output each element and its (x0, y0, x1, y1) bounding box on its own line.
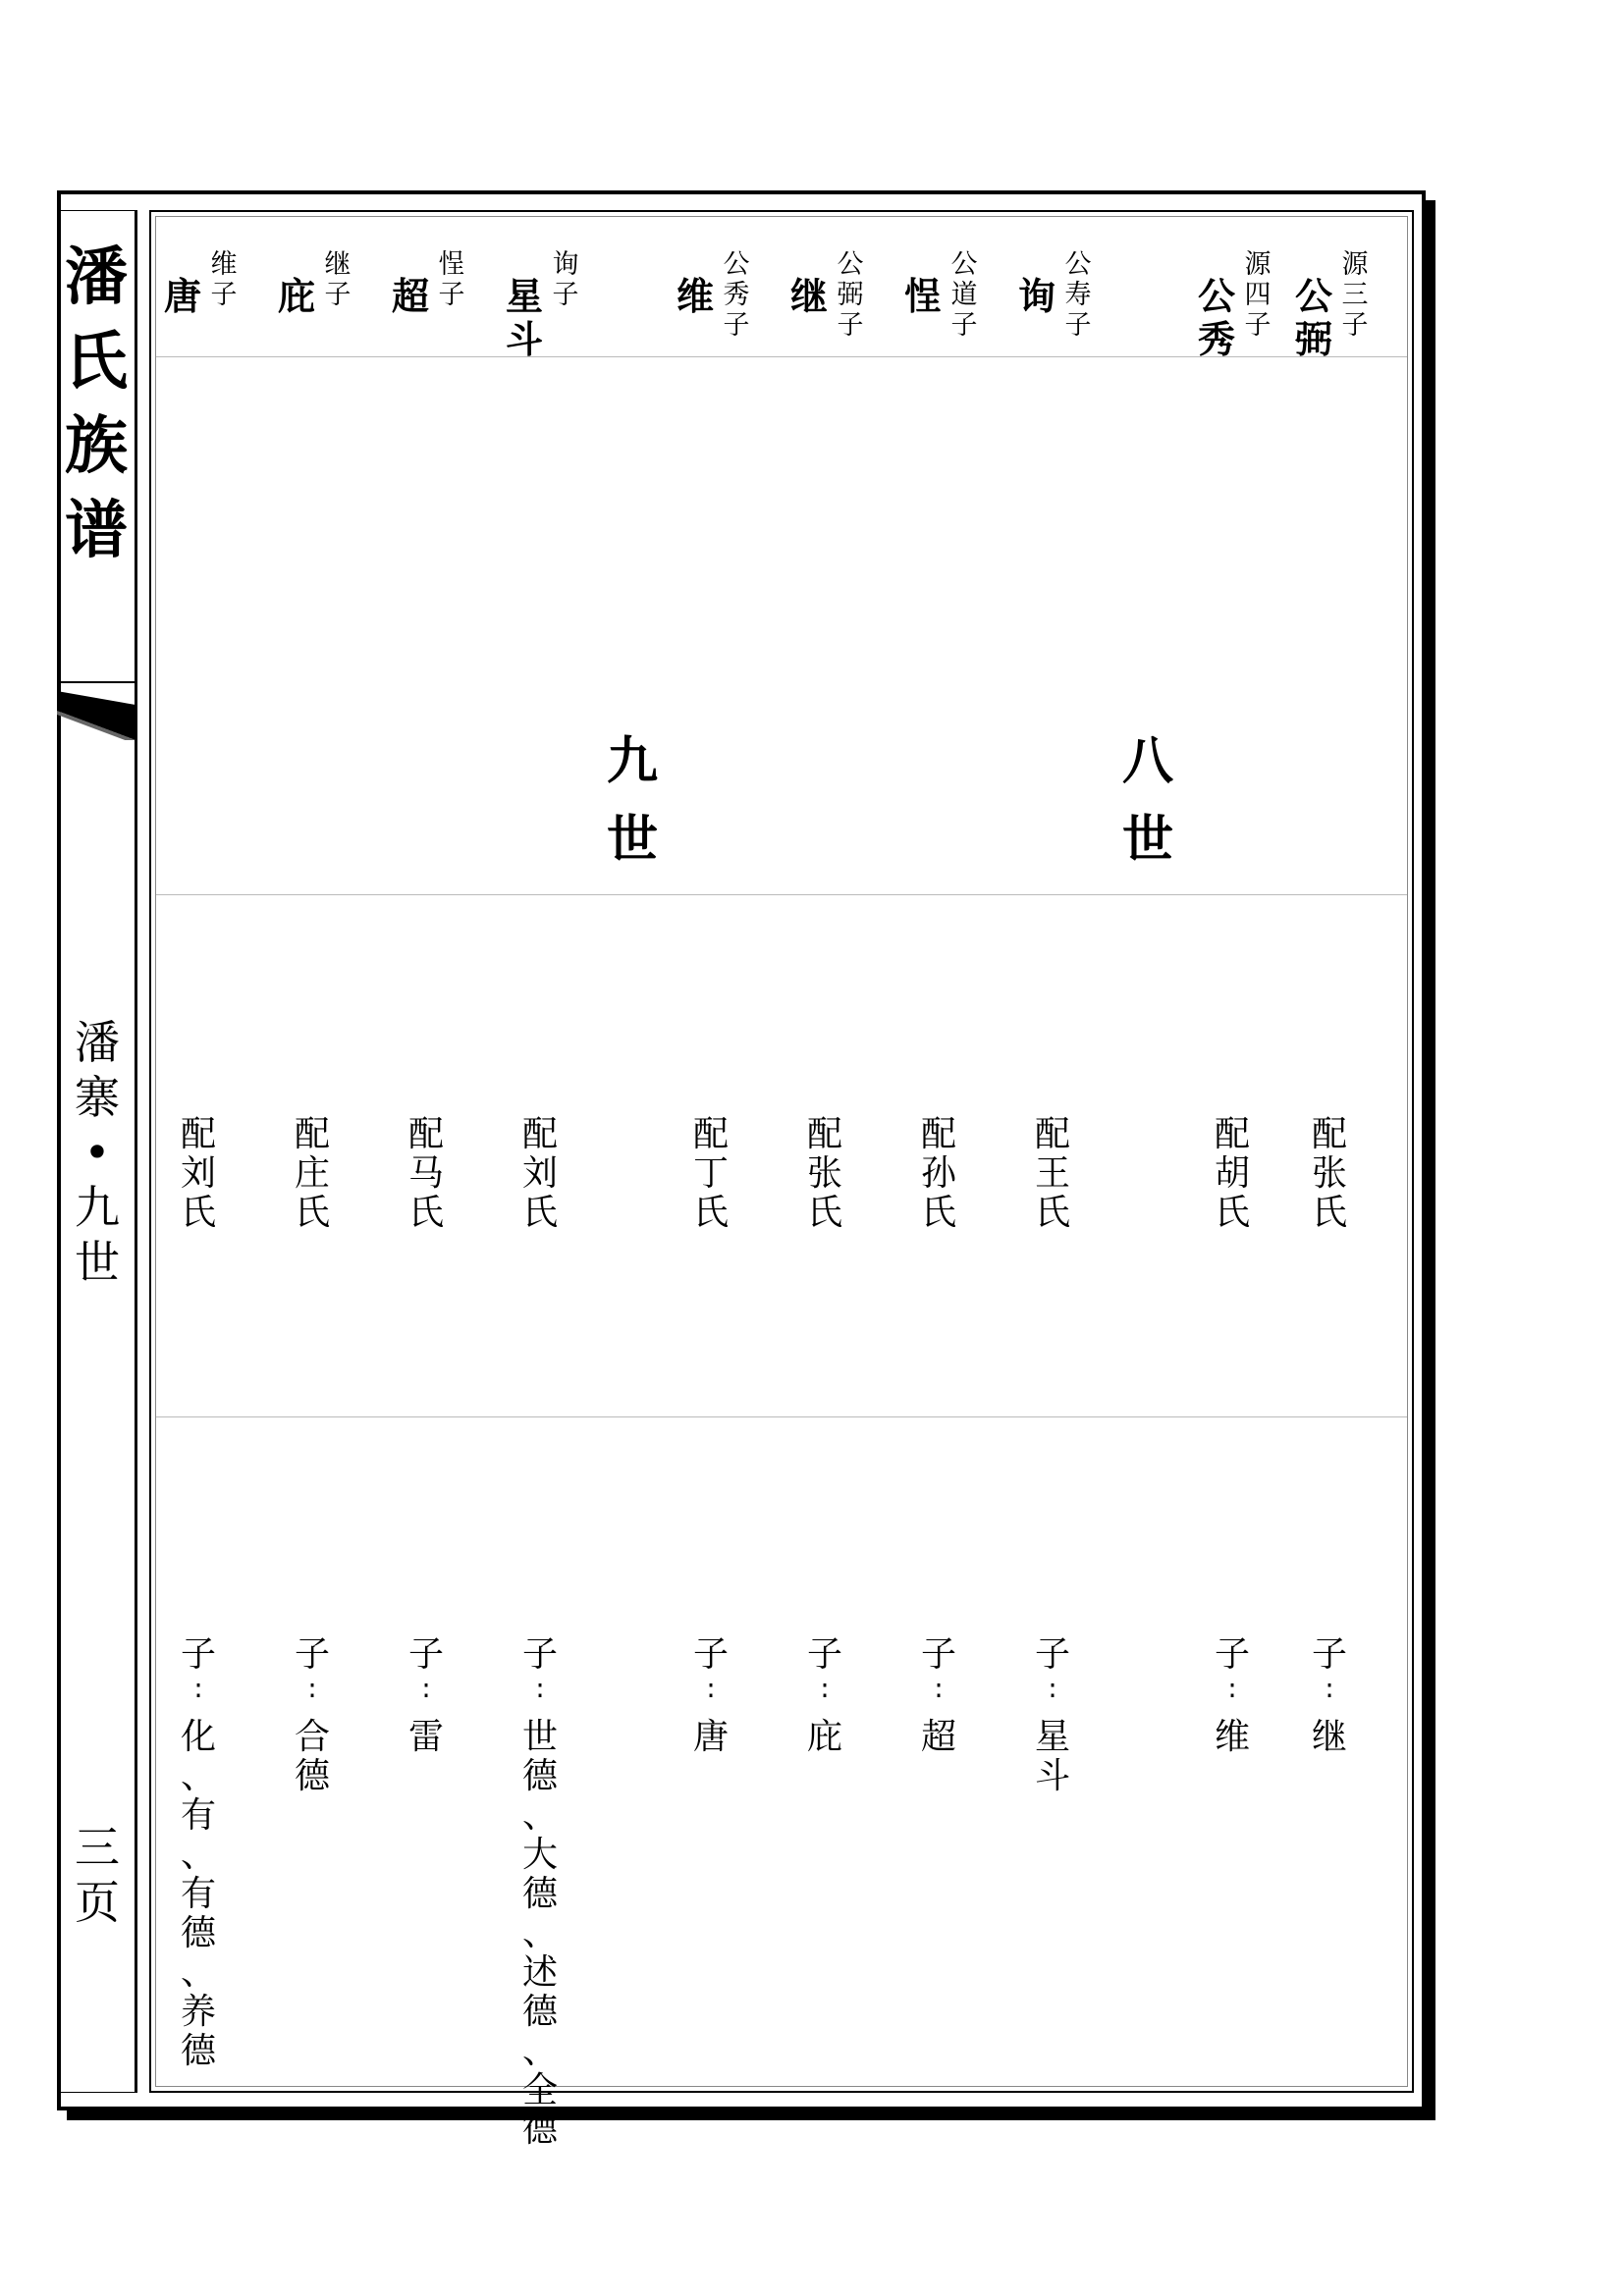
person-name-cell (155, 241, 253, 359)
person-name-cell (782, 241, 880, 359)
children-label: 子 (180, 1634, 216, 1675)
child-char: 德 (521, 1756, 558, 1796)
spine-char: 潘 (75, 1016, 120, 1069)
children-entry (1308, 1635, 1351, 1757)
person-name-cell (497, 241, 595, 359)
child-char: 世 (521, 1717, 558, 1757)
relation-char: 子 (324, 280, 352, 310)
person-relation (1062, 249, 1094, 341)
fishtail-mark-icon (57, 691, 137, 740)
relation-char: 源 (1341, 249, 1369, 280)
children-label: 子 (521, 1634, 558, 1675)
person-relation (208, 249, 240, 310)
relation-char: 子 (210, 280, 238, 310)
person-name (901, 275, 945, 318)
children-entry (689, 1635, 732, 1757)
spouse-char: 氏 (692, 1193, 729, 1233)
person-name-char: 斗 (505, 318, 543, 361)
person-name-cell (383, 241, 481, 359)
child-char: 继 (1311, 1717, 1347, 1757)
relation-char: 维 (210, 249, 238, 280)
person-name (275, 275, 318, 318)
person-name-cell (1286, 241, 1384, 359)
children-colon: ∶ (1049, 1675, 1056, 1707)
person-name (1195, 275, 1238, 361)
person-name-char: 公 (1197, 275, 1235, 318)
book-title-char: 族 (65, 410, 128, 483)
person-name (1015, 275, 1058, 318)
book-title (65, 236, 128, 573)
children-label: 子 (806, 1634, 842, 1675)
person-name-cell (668, 241, 766, 359)
spouse-entry (177, 1115, 220, 1233)
book-title-char: 潘 (65, 241, 128, 314)
person-relation (948, 249, 980, 341)
person-relation (436, 249, 467, 310)
child-char: 德 (521, 2109, 558, 2150)
person-name-char: 超 (391, 275, 429, 318)
spouse-char: 配 (521, 1114, 558, 1154)
child-char: 、 (180, 1835, 216, 1875)
relation-char: 子 (950, 310, 978, 341)
person-relation (550, 249, 581, 310)
child-char: 德 (521, 1992, 558, 2032)
spine-divider (57, 681, 135, 683)
children-entry (917, 1635, 960, 1757)
person-relation (322, 249, 353, 310)
child-char: 述 (521, 1952, 558, 1993)
generation-char: 世 (606, 811, 658, 870)
generation-label-eighth (1113, 722, 1182, 880)
person-name (161, 275, 204, 318)
spouse-char: 配 (692, 1114, 729, 1154)
relation-char: 公 (837, 249, 864, 280)
spouse-entry (405, 1115, 448, 1233)
relation-char: 寿 (1064, 280, 1092, 310)
person-name-char: 秀 (1197, 318, 1235, 361)
person-name-char: 继 (789, 275, 828, 318)
child-char: 、 (521, 1795, 558, 1836)
spouse-entry (1308, 1115, 1351, 1233)
spouse-char: 氏 (521, 1193, 558, 1233)
spouse-char: 刘 (521, 1153, 558, 1194)
generation-char: 八 (1121, 732, 1173, 791)
person-name-char: 询 (1017, 275, 1056, 318)
genealogy-table (149, 210, 1414, 2150)
spouse-char: 配 (806, 1114, 842, 1154)
relation-char: 秀 (723, 280, 750, 310)
spouse-entry (1031, 1115, 1074, 1233)
person-name-cell (895, 241, 994, 359)
children-entry (1211, 1635, 1254, 1757)
spouse-char: 氏 (920, 1193, 956, 1233)
children-label: 子 (1214, 1634, 1250, 1675)
spouse-char: 张 (806, 1153, 842, 1194)
person-relation (1339, 249, 1371, 341)
spouse-char: 丁 (692, 1153, 729, 1194)
relation-char: 四 (1244, 280, 1272, 310)
children-entry (291, 1635, 334, 1796)
relation-char: 道 (950, 280, 978, 310)
spouse-char: 氏 (1311, 1193, 1347, 1233)
spouse-char: 配 (407, 1114, 444, 1154)
person-name (389, 275, 432, 318)
child-char: 超 (920, 1717, 956, 1757)
relation-char: 三 (1341, 280, 1369, 310)
child-char: 有 (180, 1795, 216, 1836)
person-name-cell (1189, 241, 1287, 359)
children-entry (518, 1635, 562, 2150)
person-name-char: 唐 (163, 275, 201, 318)
relation-char: 子 (1064, 310, 1092, 341)
children-label: 子 (920, 1634, 956, 1675)
child-char: 、 (521, 2031, 558, 2071)
person-name (503, 275, 546, 361)
spouse-entry (803, 1115, 846, 1233)
person-name-char: 悜 (903, 275, 942, 318)
child-char: 全 (521, 2070, 558, 2110)
generation-char: 世 (1121, 811, 1173, 870)
relation-char: 公 (1064, 249, 1092, 280)
relation-char: 子 (723, 310, 750, 341)
child-char: 雷 (407, 1717, 444, 1757)
spine-char: • (83, 1126, 111, 1179)
spouse-char: 氏 (806, 1193, 842, 1233)
child-char: 合 (294, 1717, 330, 1757)
spouse-entry (1211, 1115, 1254, 1233)
child-char: 德 (294, 1756, 330, 1796)
spouse-char: 孙 (920, 1153, 956, 1194)
spouse-char: 氏 (180, 1193, 216, 1233)
relation-char: 公 (723, 249, 750, 280)
person-name (787, 275, 831, 318)
children-colon: ∶ (308, 1675, 316, 1707)
child-char: 大 (521, 1835, 558, 1875)
person-name-char: 公 (1294, 275, 1332, 318)
children-label: 子 (692, 1634, 729, 1675)
generation-label-ninth (598, 722, 667, 880)
spouse-char: 配 (1214, 1114, 1250, 1154)
spouse-char: 配 (1034, 1114, 1070, 1154)
spouse-char: 配 (1311, 1114, 1347, 1154)
spouse-char: 庄 (294, 1153, 330, 1194)
children-colon: ∶ (422, 1675, 430, 1707)
child-char: 德 (180, 2031, 216, 2071)
relation-char: 子 (552, 280, 579, 310)
spouse-char: 氏 (1034, 1193, 1070, 1233)
person-name (674, 275, 717, 318)
spouse-char: 胡 (1214, 1153, 1250, 1194)
spine-char: 世 (75, 1236, 120, 1289)
children-colon: ∶ (1326, 1675, 1333, 1707)
row-divider-generation (156, 894, 1407, 895)
page-char: 三 (75, 1821, 120, 1874)
relation-char: 子 (837, 310, 864, 341)
spouse-entry (917, 1115, 960, 1233)
child-char: 德 (180, 1913, 216, 1953)
child-char: 庇 (806, 1717, 842, 1757)
relation-char: 子 (1244, 310, 1272, 341)
children-colon: ∶ (821, 1675, 829, 1707)
spouse-char: 张 (1311, 1153, 1347, 1194)
spouse-char: 配 (180, 1114, 216, 1154)
children-label: 子 (407, 1634, 444, 1675)
relation-char: 子 (1341, 310, 1369, 341)
page-char: 页 (75, 1876, 120, 1929)
person-name-cell (1009, 241, 1108, 359)
children-colon: ∶ (707, 1675, 715, 1707)
spine-page-number (63, 1820, 132, 1930)
row-divider-spouse (156, 1416, 1407, 1417)
person-name-char: 星 (505, 275, 543, 318)
spouse-entry (689, 1115, 732, 1233)
children-label: 子 (294, 1634, 330, 1675)
relation-char: 继 (324, 249, 352, 280)
child-char: 有 (180, 1874, 216, 1914)
spouse-char: 刘 (180, 1153, 216, 1194)
spouse-entry (518, 1115, 562, 1233)
spouse-char: 氏 (407, 1193, 444, 1233)
person-name (1292, 275, 1335, 361)
spouse-char: 配 (920, 1114, 956, 1154)
children-colon: ∶ (1228, 1675, 1236, 1707)
child-char: 唐 (692, 1717, 729, 1757)
book-title-char: 谱 (65, 495, 128, 567)
relation-char: 询 (552, 249, 579, 280)
person-name-char: 庇 (277, 275, 315, 318)
children-colon: ∶ (536, 1675, 544, 1707)
person-name-cell (269, 241, 367, 359)
children-colon: ∶ (935, 1675, 943, 1707)
relation-char: 悜 (438, 249, 465, 280)
spine-char: 九 (75, 1181, 120, 1234)
spine-section-label (63, 1015, 132, 1290)
spouse-char: 氏 (294, 1193, 330, 1233)
child-char: 养 (180, 1992, 216, 2032)
child-char: 、 (180, 1952, 216, 1993)
relation-char: 弼 (837, 280, 864, 310)
book-title-char: 氏 (65, 326, 128, 399)
relation-char: 源 (1244, 249, 1272, 280)
children-entry (1031, 1635, 1074, 1796)
person-relation (835, 249, 866, 341)
child-char: 维 (1214, 1717, 1250, 1757)
person-relation (721, 249, 752, 341)
spouse-entry (291, 1115, 334, 1233)
spouse-char: 王 (1034, 1153, 1070, 1194)
child-char: 星 (1034, 1717, 1070, 1757)
person-relation (1242, 249, 1273, 341)
children-entry (405, 1635, 448, 1757)
child-char: 化 (180, 1717, 216, 1757)
person-name-char: 弼 (1294, 318, 1332, 361)
children-entry (177, 1635, 220, 2071)
child-char: 、 (521, 1913, 558, 1953)
children-entry (803, 1635, 846, 1757)
relation-char: 子 (438, 280, 465, 310)
children-colon: ∶ (194, 1675, 202, 1707)
child-char: 、 (180, 1756, 216, 1796)
children-label: 子 (1034, 1634, 1070, 1675)
spine-char: 寨 (75, 1071, 120, 1124)
generation-char: 九 (606, 732, 658, 791)
child-char: 德 (521, 1874, 558, 1914)
person-name-char: 维 (676, 275, 714, 318)
spine-column (57, 210, 137, 2093)
children-label: 子 (1311, 1634, 1347, 1675)
spouse-char: 配 (294, 1114, 330, 1154)
relation-char: 公 (950, 249, 978, 280)
child-char: 斗 (1034, 1756, 1070, 1796)
spouse-char: 马 (407, 1153, 444, 1194)
spouse-char: 氏 (1214, 1193, 1250, 1233)
